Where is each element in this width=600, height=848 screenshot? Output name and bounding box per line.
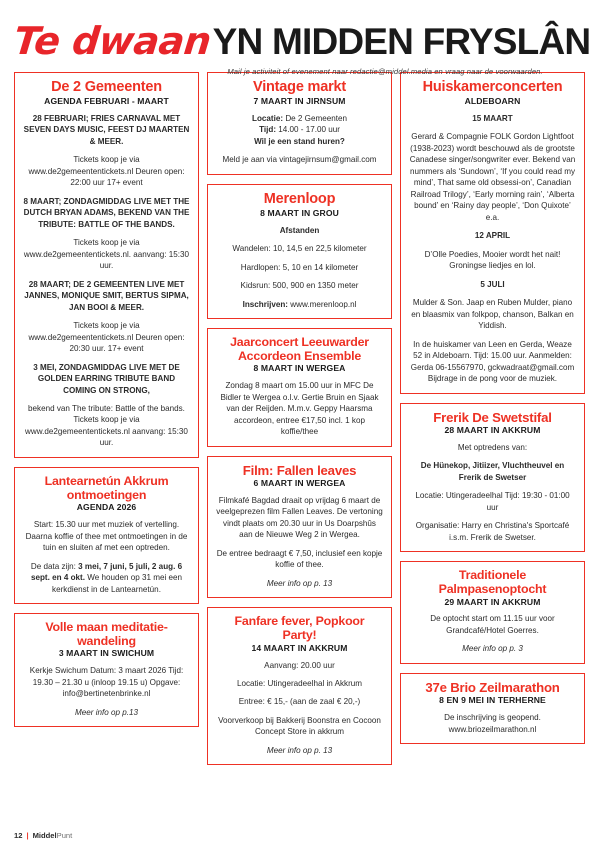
agenda-box-title: Volle maan meditatie-wandeling — [45, 619, 168, 648]
agenda-box-paragraph: D’Olle Poedies, Mooier wordt het nait! Groningse liedjes en lol. — [424, 249, 561, 271]
agenda-box-paragraph: Hardlopen: 5, 10 en 14 kilometer — [240, 262, 359, 272]
agenda-box-title: Fanfare fever, Popkoor Party! — [234, 614, 365, 642]
agenda-box-title: Lantearnetún Akkrum ontmoetingen — [44, 473, 169, 502]
footer-separator: | — [26, 831, 29, 840]
masthead-title-row — [11, 19, 591, 63]
agenda-box-subtitle: 28 MAART IN AKKRUM — [444, 425, 541, 436]
agenda-box-subtitle: ALDEBOARN — [464, 95, 521, 106]
agenda-box-paragraph: Tickets koop je via www.de2gemeententickets.nl Deuren open: 20:30 uur. 17+ event — [28, 321, 185, 354]
agenda-box-subtitle: AGENDA 2026 — [76, 502, 137, 513]
agenda-box — [207, 184, 392, 319]
column-right — [400, 72, 585, 744]
agenda-box-paragraph: De Hünekop, Jitiizer, Vluchtheuvel en Frerik de Swetser — [420, 461, 565, 482]
agenda-box-title: Frerik De Swetstifal — [433, 409, 552, 425]
agenda-box-paragraph: Tickets koop je via www.de2gemeententickets.nl. aanvang: 15:30 uur. — [23, 238, 190, 271]
agenda-box — [14, 613, 199, 727]
agenda-box-paragraph: Entree: € 15,- (aan de zaal € 20,-) — [238, 697, 361, 707]
agenda-box-paragraph: In de huiskamer van Leen en Gerda, Weaze 52 in Aldeboarn. Tijd: 15.00 uur. Aanmelden: Gerda 06-15567970, gckwadraat@gmail.com Bijdrage in de pong voor de muziek. — [410, 339, 575, 384]
masthead-main-title: YN MIDDEN FRYSLÂN — [212, 21, 591, 62]
agenda-box-title: Film: Fallen leaves — [242, 462, 357, 478]
agenda-box-title: 37e Brio Zeilmarathon — [425, 679, 560, 695]
agenda-box-paragraph: 15 MAART — [472, 113, 513, 123]
agenda-box — [207, 328, 392, 447]
agenda-box-subtitle: AGENDA FEBRUARI - MAART — [44, 95, 169, 106]
agenda-box-paragraph: Kidsrun: 500, 900 en 1350 meter — [240, 281, 359, 291]
agenda-box — [400, 561, 585, 664]
agenda-box — [14, 467, 199, 604]
agenda-columns — [0, 72, 600, 765]
agenda-box-title: Huiskamerconcerten — [422, 79, 563, 95]
emphasis-text: Inschrijven: — [242, 299, 289, 309]
agenda-box-subtitle: 8 EN 9 MEI IN TERHERNE — [439, 695, 546, 706]
masthead-script-word: Te dwaan — [11, 19, 213, 63]
agenda-box-title: Jaarconcert Leeuwarder Accordeon Ensemble — [230, 334, 369, 363]
agenda-box-paragraph: De inschrijving is geopend. www.briozeilmarathon.nl — [444, 713, 541, 734]
agenda-box-paragraph: 5 JULI — [480, 279, 505, 289]
agenda-box-paragraph: De optocht start om 11.15 uur voor Grandcafé/Hotel Goerres. — [430, 614, 555, 635]
agenda-box-paragraph: Aanvang: 20.00 uur — [264, 660, 335, 670]
agenda-box-paragraph: 12 APRIL — [474, 231, 511, 241]
agenda-box-paragraph: Filmkafé Bagdad draait op vrijdag 6 maart de veelgeprezen film Fallen Leaves. De vertoning vindt plaats om 20.30 uur in Us Doarpshûs aan de Nieuwe Weg 2 in Wergea. — [216, 495, 383, 540]
agenda-box-paragraph: Meer info op p. 13 — [266, 745, 333, 755]
agenda-box-paragraph: De data zijn: 3 mei, 7 juni, 5 juli, 2 aug. 6 sept. en 4 okt. We houden op 31 mei een kerkdienst in de Lantearnetún. — [30, 561, 183, 594]
agenda-box-paragraph: 28 MAART; DE 2 GEMEENTEN LIVE MET JANNES, MONIQUE SMIT, BERTUS SIPMA, JAN BOOI & MEER. — [24, 279, 189, 312]
agenda-box-subtitle: 8 MAART IN GROU — [260, 207, 339, 218]
emphasis-text: Locatie: — [252, 113, 284, 123]
agenda-box-subtitle: 8 MAART IN WERGEA — [253, 363, 346, 374]
agenda-box-title: Vintage markt — [252, 79, 347, 95]
footer-brand — [33, 831, 73, 840]
agenda-box-paragraph: De entree bedraagt € 7,50, inclusief een kopje koffie of thee. — [216, 548, 383, 570]
masthead-subtitle: Mail je activiteit of evenement naar redactie@middel.media en vraag naar de voorwaarden. — [227, 67, 543, 76]
agenda-box-paragraph: Locatie: Utingeradeelhal in Akkrum — [236, 678, 363, 688]
agenda-box-paragraph: Meer info op p. 3 — [462, 644, 523, 654]
agenda-box-paragraph: Voorverkoop bij Bakkerij Boonstra en Cocoon Concept Store in akkrum — [218, 715, 381, 737]
masthead — [0, 0, 600, 76]
agenda-box-paragraph: Organisatie: Harry en Christina's Sportcafé i.s.m. Frerik de Swetser. — [415, 521, 570, 542]
agenda-box-subtitle: 29 MAART IN AKKRUM — [444, 596, 541, 607]
agenda-box-paragraph: Mulder & Son. Jaap en Ruben Mulder, piano en blaasmix van folkpop, chanson, Balkan en Yiddish. — [411, 298, 574, 331]
footer-brand-bold: Middel — [32, 831, 57, 840]
agenda-box-paragraph: Wandelen: 10, 14,5 en 22,5 kilometer — [232, 244, 367, 254]
agenda-box-paragraph: 8 MAART; ZONDAGMIDDAG LIVE MET THE DUTCH BRYAN ADAMS, BEKEND VAN THE TRIBUTE: BATTLE OF THE BANDS. — [23, 196, 190, 229]
agenda-box-paragraph: Locatie: De 2 Gemeenten — [252, 113, 347, 123]
agenda-box-paragraph: Meld je aan via vintagejirnsum@gmail.com — [222, 155, 377, 165]
agenda-box — [400, 403, 585, 553]
agenda-box — [207, 72, 392, 175]
agenda-box-paragraph: Afstanden — [279, 225, 320, 235]
footer-page-number: 12 — [14, 831, 23, 840]
emphasis-text: Tijd: — [259, 125, 277, 135]
agenda-box-paragraph: Tijd: 14.00 - 17.00 uur — [259, 125, 340, 135]
agenda-box-subtitle: 3 MAART IN SWICHUM — [58, 648, 155, 659]
page-footer — [14, 831, 72, 840]
agenda-box-title: De 2 Gemeenten — [51, 79, 162, 95]
agenda-box-paragraph: bekend van The tribute: Battle of the bands. Tickets koop je via www.de2gemeententickets.nl aanvang: 15:30 uur. — [25, 403, 188, 448]
agenda-box — [400, 72, 585, 394]
agenda-box-paragraph: Locatie: Utingeradeelhal Tijd: 19:30 - 01:00 uur — [415, 491, 570, 512]
agenda-box — [14, 72, 199, 458]
agenda-box — [207, 607, 392, 765]
agenda-box-paragraph: Wil je een stand huren? — [254, 136, 345, 146]
agenda-box-paragraph: Kerkje Swichum Datum: 3 maart 2026 Tijd: 19.30 – 21.30 u (inloop 19.15 u) Opgave: info@bertinetenbrinke.nl — [29, 666, 184, 699]
agenda-box-paragraph: Inschrijven: www.merenloop.nl — [242, 299, 357, 309]
agenda-box-paragraph: Gerard & Compagnie FOLK Gordon Lightfoot (1938-2023) wordt beschouwd als de grootste Canadese singer/songwriter ever. Bekend van nummers als ‘Sundown’, ‘If you could read my mind’, That same old obsessi-on’, Canadian Railroad Trilogy’, ‘Early morning rain’, ‘Alberta bound’ en ‘Rainy day people’, ‘Don Quixote’ e.a. — [409, 132, 576, 222]
agenda-box — [400, 673, 585, 744]
agenda-box-paragraph: Zondag 8 maart om 15.00 uur in MFC De Bidler te Wergea o.l.v. Gertie Bruin en Sjaak van der Reijden. M.m.v. Geppy Haarsma accordeon, entree €17,50 incl. 1 kop koffie/thee — [220, 381, 379, 437]
agenda-box-paragraph: 28 FEBRUARI; FRIES CARNAVAL MET SEVEN DAYS MUSIC, FEEST DJ MAARTEN & MEER. — [23, 113, 190, 146]
agenda-box-paragraph: Meer info op p. 13 — [266, 578, 333, 588]
agenda-box-title: Traditionele Palmpasenoptocht — [438, 568, 547, 596]
emphasis-text: 3 mei, 7 juni, 5 juli, 2 aug. 6 sept. en 4 okt. — [30, 561, 183, 583]
column-middle — [207, 72, 392, 765]
agenda-box-title: Merenloop — [263, 190, 336, 207]
footer-brand-light: Punt — [56, 831, 73, 840]
agenda-box-paragraph: Met optredens van: — [457, 442, 528, 452]
agenda-box — [207, 456, 392, 599]
agenda-box-subtitle: 7 MAART IN JIRNSUM — [253, 95, 346, 106]
agenda-box-paragraph: Start: 15.30 uur met muziek of vertelling. Daarna koffie of thee met ontmoetingen in de tuin en sluiten af met een optreden. — [25, 520, 188, 553]
agenda-box-subtitle: 14 MAART IN AKKRUM — [251, 642, 348, 653]
agenda-box-paragraph: 3 MEI, ZONDAGMIDDAG LIVE MET DE GOLDEN EARRING TRIBUTE BAND COMING ON STRONG, — [33, 362, 180, 395]
column-left — [14, 72, 199, 727]
agenda-box-paragraph: Tickets koop je via www.de2gemeententickets.nl Deuren open: 22:00 uur 17+ event — [28, 155, 185, 188]
agenda-box-paragraph: Meer info op p.13 — [75, 707, 138, 717]
agenda-box-subtitle: 6 MAART IN WERGEA — [253, 478, 346, 489]
